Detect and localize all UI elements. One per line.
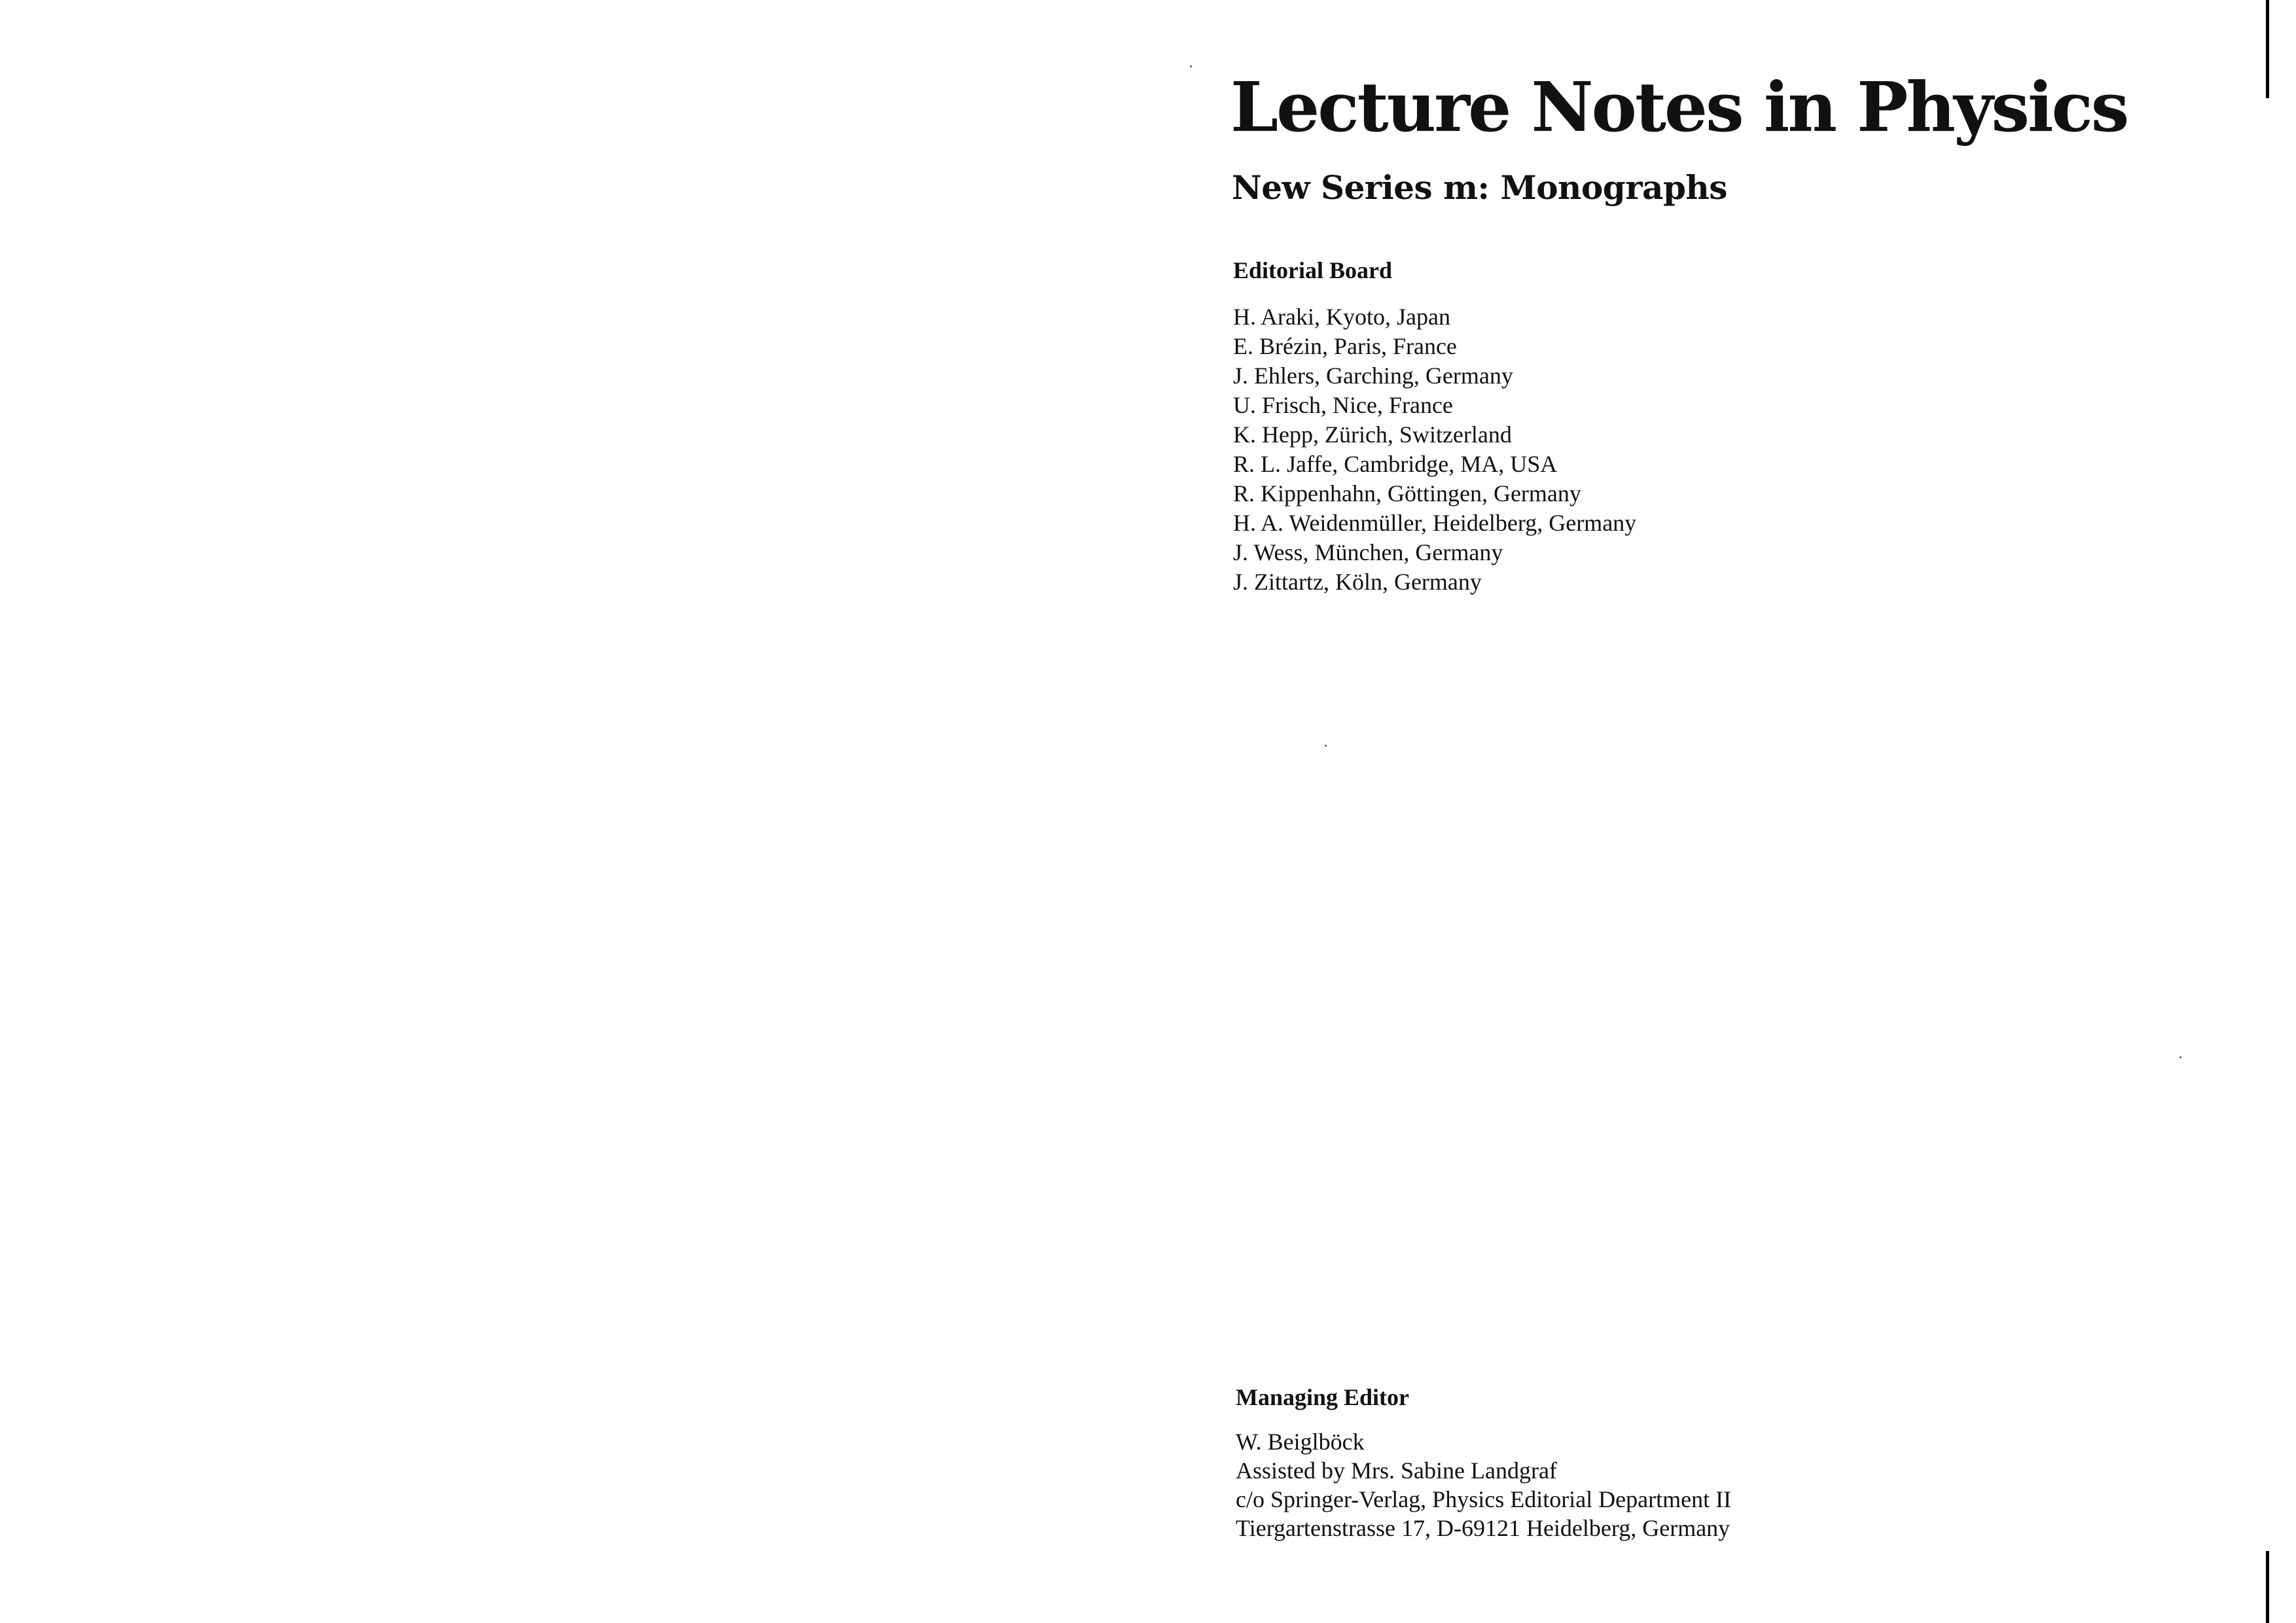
scan-speck	[2179, 1056, 2181, 1058]
board-member: U. Frisch, Nice, France	[1233, 392, 1453, 418]
scan-speck	[1190, 65, 1192, 67]
managing-editor-assistant: Assisted by Mrs. Sabine Landgraf	[1236, 1457, 1557, 1484]
board-member: J. Ehlers, Garching, Germany	[1233, 363, 1513, 389]
series-title: Lecture Notes in Physics	[1230, 67, 2128, 147]
board-member: J. Wess, München, Germany	[1233, 539, 1503, 565]
editorial-board-heading: Editorial Board	[1233, 257, 1393, 283]
managing-editor-name: W. Beiglböck	[1236, 1429, 1365, 1455]
board-member: H. Araki, Kyoto, Japan	[1233, 304, 1450, 330]
scan-speck	[1325, 745, 1327, 747]
page-edge-mark-top	[2266, 0, 2269, 98]
board-member: R. L. Jaffe, Cambridge, MA, USA	[1233, 451, 1558, 477]
series-subtitle: New Series m: Monographs	[1232, 168, 1727, 207]
editorial-board-list	[1233, 302, 1636, 597]
board-member: H. A. Weidenmüller, Heidelberg, Germany	[1233, 510, 1637, 536]
managing-editor-heading: Managing Editor	[1236, 1384, 1410, 1410]
board-member: K. Hepp, Zürich, Switzerland	[1233, 421, 1512, 448]
page-edge-mark-bottom	[2266, 1551, 2269, 1623]
board-member: J. Zittartz, Köln, Germany	[1233, 569, 1482, 595]
board-member: R. Kippenhahn, Göttingen, Germany	[1233, 480, 1581, 507]
right-page	[1148, 0, 2296, 1623]
board-member: E. Brézin, Paris, France	[1233, 333, 1457, 359]
managing-editor-department: c/o Springer-Verlag, Physics Editorial Department II	[1236, 1486, 1732, 1512]
managing-editor-block	[1236, 1427, 1731, 1543]
managing-editor-address: Tiergartenstrasse 17, D-69121 Heidelberg, Germany	[1236, 1515, 1731, 1541]
